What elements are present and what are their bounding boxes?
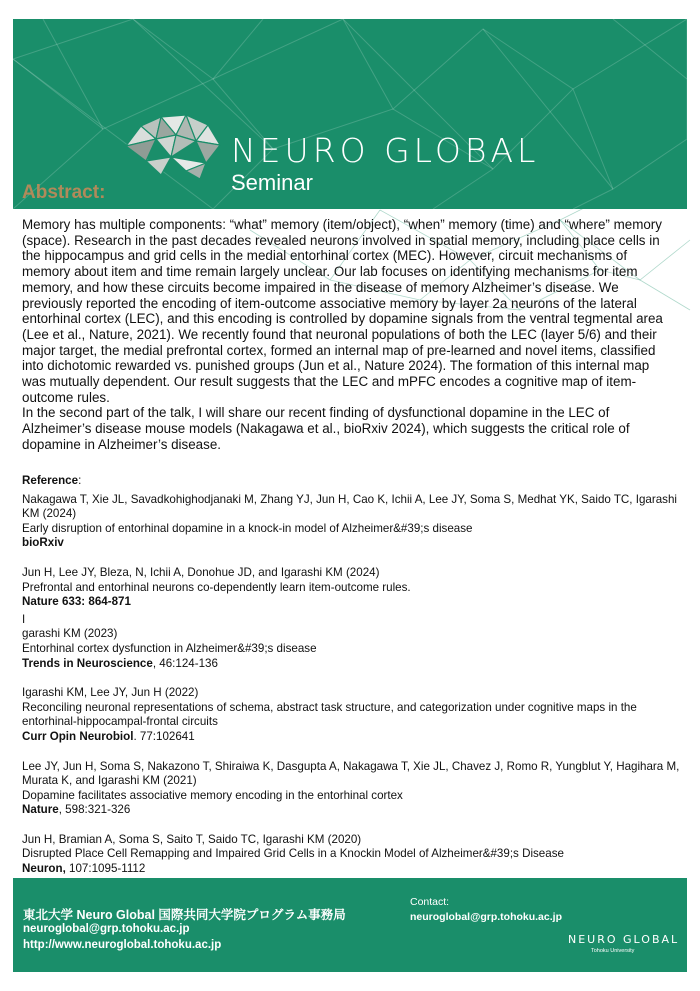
reference-journal: Nature 633: 864-871 bbox=[22, 595, 131, 609]
reference-title: Disrupted Place Cell Remapping and Impaired Grid Cells in a Knockin Model of Alzheimer&#39;s Disease bbox=[22, 847, 564, 861]
brand-name: NEURO GLOBAL bbox=[231, 131, 540, 170]
reference-title: Reconciling neuronal representations of schema, abstract task structure, and categorization under cognitive maps in the entorhinal-hippocampal-frontal circuits bbox=[22, 700, 637, 729]
contact-label: Contact: bbox=[410, 896, 450, 908]
reference-journal: Nature, 598:321-326 bbox=[22, 803, 131, 817]
reference-list bbox=[22, 474, 682, 892]
reference-item bbox=[22, 566, 682, 610]
office-name: 東北大学 Neuro Global 国際共同大学院プログラム事務局 bbox=[23, 908, 346, 922]
reference-title: Entorhinal cortex dysfunction in Alzheimer&#39;s disease bbox=[22, 641, 317, 655]
reference-item bbox=[22, 613, 682, 671]
reference-journal: Neuron, 107:1095-1112 bbox=[22, 862, 146, 876]
reference-authors: Lee JY, Jun H, Soma S, Nakazono T, Shiraiwa K, Dasgupta A, Nakagawa T, Xie JL, Chavez J, Romo R, Yungblut Y, Hagihara M, Murata K, and Igarashi KM (2021) bbox=[22, 759, 680, 788]
reference-item bbox=[22, 686, 682, 744]
reference-item bbox=[22, 833, 682, 877]
abstract-heading: Abstract: bbox=[22, 182, 106, 203]
reference-authors: I garashi KM (2023) bbox=[22, 612, 118, 641]
reference-authors: Jun H, Bramian A, Soma S, Saito T, Saido TC, Igarashi KM (2020) bbox=[22, 832, 362, 846]
footer-brand-subtitle: Tohoku University bbox=[591, 948, 635, 954]
brand-subtitle: Seminar bbox=[231, 170, 313, 195]
reference-item bbox=[22, 760, 682, 818]
reference-journal: Curr Opin Neurobiol. 77:102641 bbox=[22, 729, 195, 743]
reference-title: Early disruption of entorhinal dopamine in a knock-in model of Alzheimer&#39;s disease bbox=[22, 521, 473, 535]
abstract-paragraph: Memory has multiple components: “what” memory (item/object), “when” memory (time) and “where” memory (space). Research in the past decades revealed neurons involved in spatial memory, including place cells in the hippocampus and grid cells in the medial entorhinal cortex (MEC). However, circuit mechanisms of memory about item and time remain largely unclear. Our lab focuses on identifying mechanisms for item memory, and how these circuits become impaired in the disease of memory Alzheimer’s disease. We previously reported the encoding of item-outcome associative memory by layer 2a neurons of the lateral entorhinal cortex (LEC), and this encoding is controlled by dopamine signals from the ventral tegmental area (Lee et al., Nature, 2021). We recently found that neuronal populations of both the LEC (layer 5/6) and their major target, the medial prefrontal cortex, formed an internal map of pre-learned and novel items, classified into dichotomic rewarded vs. punished groups (Jun et al., Nature 2024). The formation of this internal map was mutually dependent. Our result suggests that the LEC and mPFC encodes a cognitive map of item-outcome rules. bbox=[22, 217, 663, 405]
reference-journal: bioRxiv bbox=[22, 536, 64, 550]
contact-email-link[interactable]: neuroglobal@grp.tohoku.ac.jp bbox=[410, 911, 562, 923]
reference-authors: Nakagawa T, Xie JL, Savadkohighodjanaki M, Zhang YJ, Jun H, Cao K, Ichii A, Lee JY, Soma S, Medhat YK, Saido TC, Igarashi KM (2024) bbox=[22, 492, 677, 521]
reference-authors: Igarashi KM, Lee JY, Jun H (2022) bbox=[22, 686, 199, 700]
triangle-mesh-decoration bbox=[13, 19, 687, 209]
footer-brand-logo: NEURO GLOBAL bbox=[568, 933, 680, 946]
header-banner bbox=[13, 19, 687, 209]
reference-authors: Jun H, Lee JY, Bleza, N, Ichii A, Donohue JD, and Igarashi KM (2024) bbox=[22, 565, 380, 579]
reference-title: Prefrontal and entorhinal neurons co-dependently learn item-outcome rules. bbox=[22, 580, 411, 594]
reference-heading: Reference: bbox=[22, 474, 82, 487]
reference-title: Dopamine facilitates associative memory encoding in the entorhinal cortex bbox=[22, 788, 403, 802]
website-link[interactable]: http://www.neuroglobal.tohoku.ac.jp bbox=[23, 939, 222, 951]
abstract-body bbox=[22, 217, 672, 453]
brain-mesh-icon bbox=[116, 111, 226, 181]
office-email-link[interactable]: neuroglobal@grp.tohoku.ac.jp bbox=[23, 923, 190, 935]
footer-banner bbox=[13, 878, 687, 972]
reference-journal: Trends in Neuroscience, 46:124-136 bbox=[22, 656, 218, 670]
reference-item bbox=[22, 493, 682, 551]
abstract-paragraph: In the second part of the talk, I will share our recent finding of dysfunctional dopamine in the LEC of Alzheimer’s disease mouse models (Nakagawa et al., bioRxiv 2024), which suggests the critical role of dopamine in Alzheimer’s disease. bbox=[22, 405, 630, 452]
